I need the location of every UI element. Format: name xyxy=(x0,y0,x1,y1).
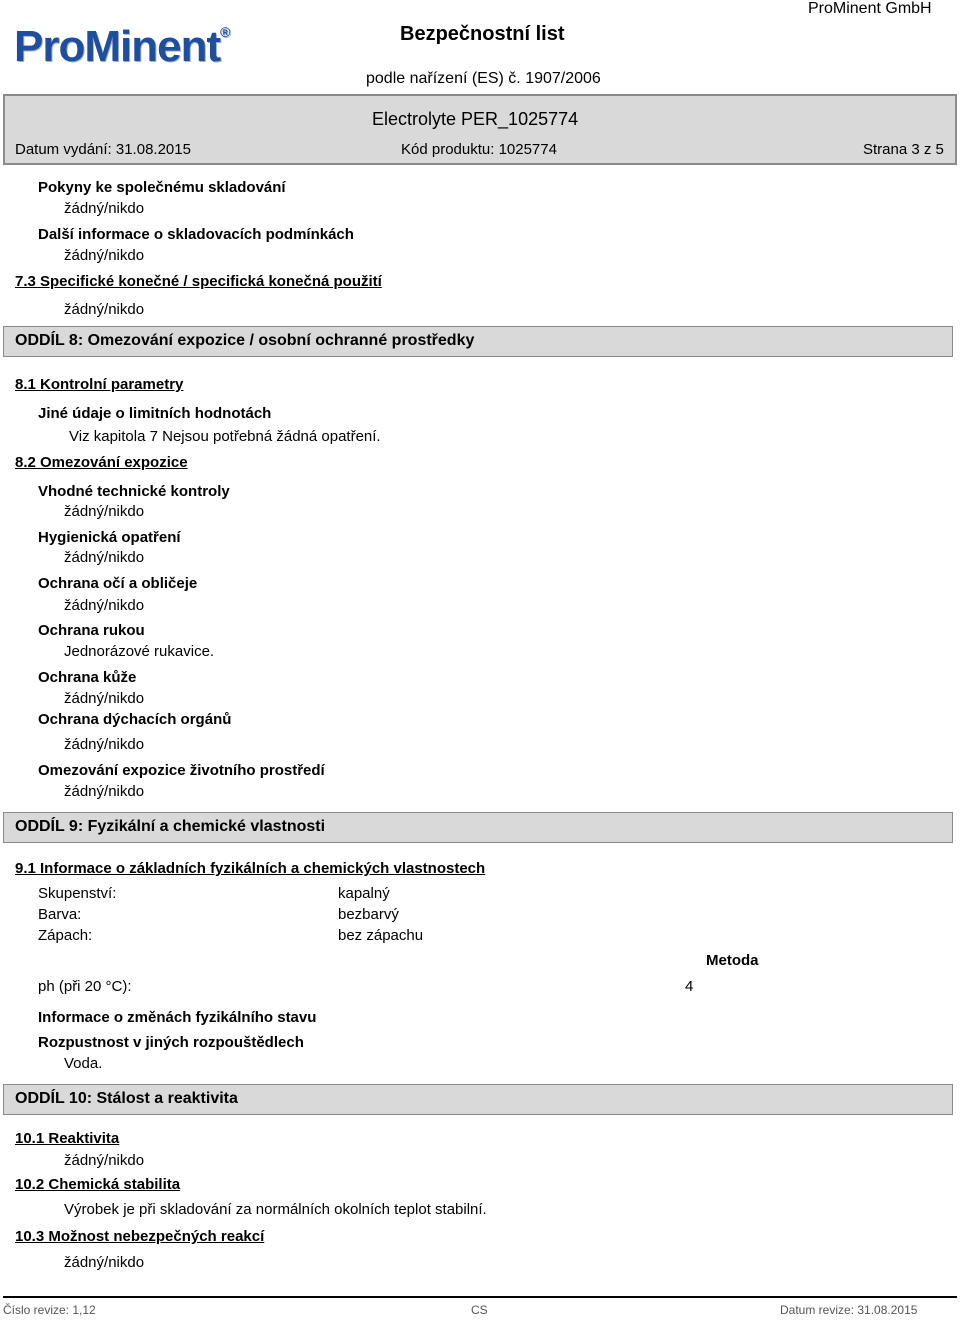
subsection-7-3-value: žádný/nikdo xyxy=(64,301,145,318)
revision-date: Datum revize: 31.08.2015 xyxy=(780,1303,918,1317)
section-10-bar xyxy=(3,1084,953,1115)
section-8-title: ODDÍL 8: Omezování expozice / osobní ochranné prostředky xyxy=(15,332,475,349)
header-band xyxy=(3,94,957,165)
environmental-exposure-value: žádný/nikdo xyxy=(64,783,145,800)
subsection-10-3-value: žádný/nikdo xyxy=(64,1254,145,1271)
subsection-7-3-heading: 7.3 Specifické konečné / specifická konečná použití xyxy=(15,273,382,290)
limits-heading: Jiné údaje o limitních hodnotách xyxy=(38,405,272,422)
page-number: Strana 3 z 5 xyxy=(863,141,944,158)
skin-protection-heading: Ochrana kůže xyxy=(38,669,137,686)
subsection-10-2-heading: 10.2 Chemická stabilita xyxy=(15,1176,181,1193)
section-8-bar xyxy=(3,326,953,357)
footer-divider xyxy=(3,1296,957,1298)
section-10-title: ODDÍL 10: Stálost a reaktivita xyxy=(15,1090,238,1107)
subsection-8-2-heading: 8.2 Omezování expozice xyxy=(15,454,188,471)
technical-controls-value: žádný/nikdo xyxy=(64,503,145,520)
hand-protection-value: Jednorázové rukavice. xyxy=(64,643,215,660)
property-value: kapalný xyxy=(338,885,390,902)
ph-value: 4 xyxy=(685,978,694,995)
method-column-heading: Metoda xyxy=(706,952,759,969)
respiratory-protection-value: žádný/nikdo xyxy=(64,736,145,753)
storage-further-heading: Další informace o skladovacích podmínkách xyxy=(38,226,354,243)
document-title: Bezpečnostní list xyxy=(400,23,565,45)
product-name: Electrolyte PER_1025774 xyxy=(372,109,579,129)
state-change-heading: Informace o změnách fyzikálního stavu xyxy=(38,1009,317,1026)
property-label: Barva: xyxy=(38,906,82,923)
storage-heading: Pokyny ke společnému skladování xyxy=(38,179,286,196)
property-value: bez zápachu xyxy=(338,927,424,944)
subsection-10-2-value: Výrobek je při skladování za normálních okolních teplot stabilní. xyxy=(64,1201,487,1218)
respiratory-protection-heading: Ochrana dýchacích orgánů xyxy=(38,711,232,728)
solubility-value: Voda. xyxy=(64,1055,103,1072)
product-code: Kód produktu: 1025774 xyxy=(401,141,557,158)
hygiene-heading: Hygienická opatření xyxy=(38,529,181,546)
subsection-10-1-value: žádný/nikdo xyxy=(64,1152,145,1169)
subsection-10-1-heading: 10.1 Reaktivita xyxy=(15,1130,120,1147)
language-code: CS xyxy=(471,1303,488,1317)
eye-protection-heading: Ochrana očí a obličeje xyxy=(38,575,198,592)
solubility-heading: Rozpustnost v jiných rozpouštědlech xyxy=(38,1034,304,1051)
limits-value: Viz kapitola 7 Nejsou potřebná žádná opatření. xyxy=(69,428,381,445)
storage-further-value: žádný/nikdo xyxy=(64,247,145,264)
property-label: Skupenství: xyxy=(38,885,117,902)
hygiene-value: žádný/nikdo xyxy=(64,549,145,566)
technical-controls-heading: Vhodné technické kontroly xyxy=(38,483,230,500)
section-9-bar xyxy=(3,812,953,843)
issue-date: Datum vydání: 31.08.2015 xyxy=(15,141,191,158)
subsection-9-1-heading: 9.1 Informace o základních fyzikálních a chemických vlastnostech xyxy=(15,860,486,877)
skin-protection-value: žádný/nikdo xyxy=(64,690,145,707)
property-value: bezbarvý xyxy=(338,906,399,923)
revision-number: Číslo revize: 1,12 xyxy=(3,1303,96,1317)
subsection-8-1-heading: 8.1 Kontrolní parametry xyxy=(15,376,184,393)
property-label: Zápach: xyxy=(38,927,93,944)
eye-protection-value: žádný/nikdo xyxy=(64,597,145,614)
environmental-exposure-heading: Omezování expozice životního prostředí xyxy=(38,762,325,779)
company-logo: ProMinent® xyxy=(14,22,230,71)
subsection-10-3-heading: 10.3 Možnost nebezpečných reakcí xyxy=(15,1228,265,1245)
regulation-text: podle nařízení (ES) č. 1907/2006 xyxy=(366,70,601,87)
hand-protection-heading: Ochrana rukou xyxy=(38,622,145,639)
ph-label: ph (při 20 °C): xyxy=(38,978,132,995)
section-9-title: ODDÍL 9: Fyzikální a chemické vlastnosti xyxy=(15,818,326,835)
storage-value: žádný/nikdo xyxy=(64,200,145,217)
company-name: ProMinent GmbH xyxy=(808,0,932,17)
